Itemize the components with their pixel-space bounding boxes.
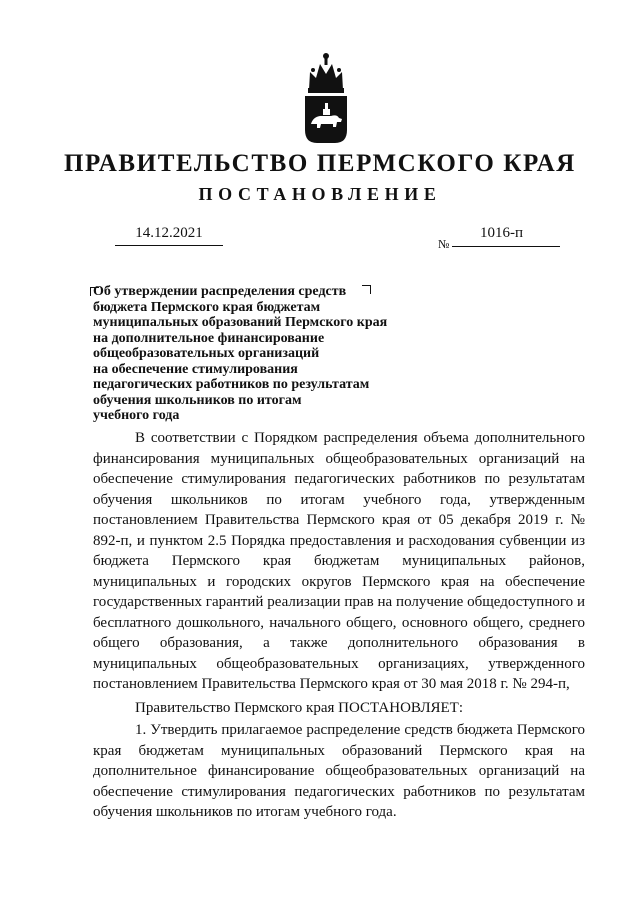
- date-value: 14.12.2021: [135, 225, 203, 241]
- preamble-paragraph: В соответствии с Порядком распределения объема дополнительного финансирования муниципальных общеобразовательных организаций на обеспечение стимулирования педагогических работников по результатам обучения школьников по итогам учебного года, утвержденным постановлением Правительства Пермского края от 05 декабря 2019 г. № 892-п, и пунктом 2.5 Порядка предоставления и расходования субвенции из бюджета Пермского края бюджетам муниципальных районов, муниципальных и городских округов Пермского края на обеспечение государственных гарантий реализации прав на получение общедоступного и бесплатного дошкольного, начального общего, основного общего, среднего общего образования, а также дополнительного образования в муниципальных общеобразовательных организациях, утвержденного постановлением Правительства Пермского края от 30 мая 2018 г. № 294-п,: [93, 430, 585, 692]
- subject-line: бюджета Пермского края бюджетам: [93, 299, 321, 315]
- government-title: ПРАВИТЕЛЬСТВО ПЕРМСКОГО КРАЯ: [64, 150, 576, 177]
- subject-line: на обеспечение стимулирования: [93, 361, 298, 377]
- subject-line: общеобразовательных организаций: [93, 346, 320, 361]
- subject-line: муниципальных образований Пермского края: [93, 315, 388, 330]
- document-date: [115, 224, 223, 246]
- date-underline: [115, 245, 223, 246]
- item-1-paragraph: 1. Утвердить прилагаемое распределение средств бюджета Пермского края бюджетам муниципальных образований Пермского края на дополнительное финансирование общеобразовательных организаций на обеспечение стимулирования педагогических работников по результатам обучения школьников по итогам учебного года.: [93, 722, 585, 820]
- perm-krai-coat-of-arms-icon: [301, 50, 351, 146]
- number-underline: [452, 246, 560, 247]
- number-value: 1016-п: [480, 225, 524, 241]
- number-sign: №: [438, 237, 450, 251]
- subject-line: Об утверждении распределения средств: [93, 284, 347, 299]
- document-subject: [93, 284, 393, 424]
- document-type: ПОСТАНОВЛЕНИЕ: [198, 184, 442, 204]
- subject-line: педагогических работников по результатам: [93, 377, 370, 392]
- decree-paragraph: Правительство Пермского края ПОСТАНОВЛЯЕТ:: [135, 699, 464, 716]
- document-body: [93, 428, 585, 823]
- document-number: [438, 224, 562, 254]
- subject-line: на дополнительное финансирование: [93, 330, 325, 346]
- subject-line: учебного года: [93, 408, 180, 423]
- subject-line: обучения школьников по итогам: [93, 392, 302, 408]
